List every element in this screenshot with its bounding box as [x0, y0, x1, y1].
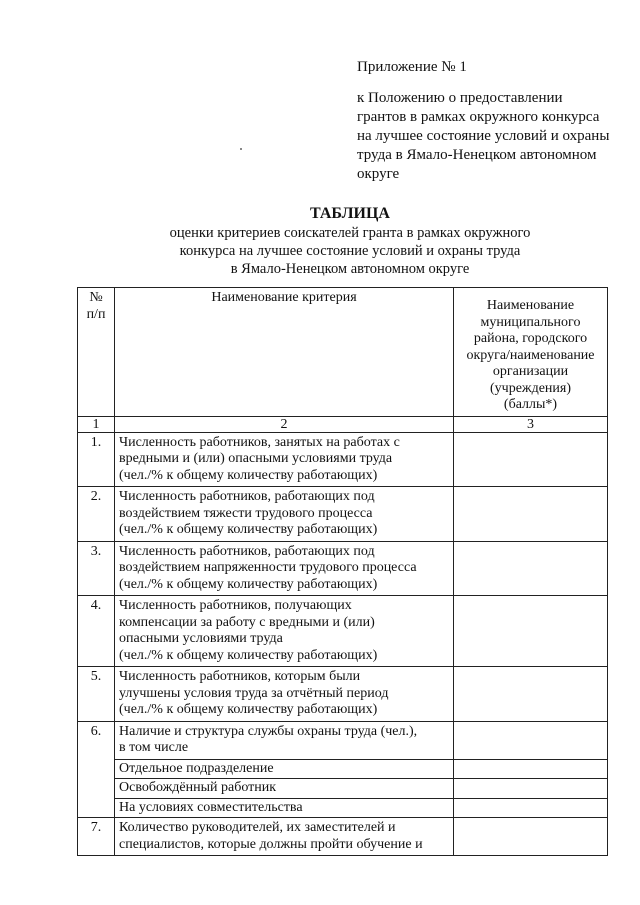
scan-speck: [240, 148, 242, 150]
header-org-line: Наименование: [486, 298, 575, 313]
criterion-cell: [115, 541, 454, 596]
criterion-cell: [115, 667, 454, 722]
header-num-line: №: [89, 290, 103, 305]
subrow: [78, 779, 608, 799]
header-org-line: организации: [492, 364, 569, 379]
criterion-line: Численность работников, получающих: [119, 598, 352, 613]
criterion-line: (чел./% к общему количеству работающих): [119, 576, 378, 592]
score-cell[interactable]: [454, 818, 608, 856]
criterion-cell: [115, 596, 454, 667]
score-cell[interactable]: [454, 667, 608, 722]
criterion-line: Численность работников, работающих под: [119, 489, 375, 504]
table-row: [78, 487, 608, 542]
table-row: [78, 818, 608, 856]
score-cell[interactable]: [454, 779, 608, 799]
table-row: [78, 596, 608, 667]
document-title: [140, 204, 560, 278]
row-number: 7.: [78, 818, 115, 856]
score-cell[interactable]: [454, 721, 608, 759]
criterion-line: специалистов, которые должны пройти обучение и: [119, 836, 423, 852]
header-organization: [454, 288, 608, 417]
table-row: [78, 667, 608, 722]
row-number: 5.: [78, 667, 115, 722]
score-cell[interactable]: [454, 432, 608, 487]
score-cell[interactable]: [454, 798, 608, 818]
criterion-cell: [115, 432, 454, 487]
index-cell: 2: [115, 416, 454, 432]
header-num: [78, 288, 115, 417]
subrow-label: На условиях совместительства: [115, 798, 454, 818]
criterion-line: Численность работников, занятых на работах с: [119, 434, 400, 450]
subrow-label: Освобождённый работник: [115, 779, 454, 799]
appendix-line: округе: [357, 166, 400, 182]
subrow: [78, 798, 608, 818]
row-number: 2.: [78, 487, 115, 542]
appendix-line: труда в Ямало-Ненецком автономном: [357, 147, 597, 163]
title-line: конкурса на лучшее состояние условий и охраны труда: [179, 243, 521, 259]
criterion-line: Численность работников, которым были: [119, 669, 361, 684]
header-criterion: Наименование критерия: [115, 288, 454, 417]
row-number: 1.: [78, 432, 115, 487]
criterion-line: улучшены условия труда за отчётный период: [119, 685, 389, 701]
criterion-line: Наличие и структура службы охраны труда (чел.),: [119, 723, 418, 739]
score-cell[interactable]: [454, 596, 608, 667]
subrow: [78, 759, 608, 779]
score-cell[interactable]: [454, 541, 608, 596]
score-cell[interactable]: [454, 759, 608, 779]
table-row: [78, 721, 608, 759]
appendix-header: [357, 58, 627, 184]
column-index-row: [78, 416, 608, 432]
header-org-line: (баллы*): [503, 397, 558, 412]
table-row: [78, 541, 608, 596]
table-row: [78, 432, 608, 487]
header-row: [78, 288, 608, 417]
appendix-number: Приложение № 1: [357, 59, 467, 75]
criterion-line: воздействием напряженности трудового процесса: [119, 560, 417, 575]
score-cell[interactable]: [454, 487, 608, 542]
title-main: ТАБЛИЦА: [310, 205, 390, 222]
criterion-line: (чел./% к общему количеству работающих): [119, 702, 378, 717]
criterion-line: воздействием тяжести трудового процесса: [119, 505, 373, 521]
subrow-label: Отдельное подразделение: [115, 759, 454, 779]
criterion-line: (чел./% к общему количеству работающих): [119, 647, 378, 663]
criterion-line: Количество руководителей, их заместителей и: [119, 820, 396, 835]
header-org-line: района, городского: [473, 331, 588, 346]
header-org-line: округа/наименование: [466, 347, 595, 363]
criterion-line: (чел./% к общему количеству работающих): [119, 467, 378, 483]
criterion-cell: [115, 487, 454, 542]
appendix-line: на лучшее состояние условий и охраны: [357, 128, 610, 144]
criterion-line: Численность работников, работающих под: [119, 543, 375, 559]
header-org-line: муниципального: [480, 314, 581, 330]
criterion-line: компенсации за работу с вредными и (или): [119, 614, 375, 630]
appendix-line: грантов в рамках окружного конкурса: [357, 109, 600, 125]
index-cell: 1: [78, 416, 115, 432]
title-line: в Ямало-Ненецком автономном округе: [230, 261, 470, 277]
header-num-line: п/п: [86, 306, 106, 322]
row-number: 6.: [78, 721, 115, 818]
row-number: 4.: [78, 596, 115, 667]
row-number: 3.: [78, 541, 115, 596]
title-line: оценки критериев соискателей гранта в рамках окружного: [169, 225, 531, 241]
criterion-line: (чел./% к общему количеству работающих): [119, 522, 378, 537]
criterion-line: опасными условиями труда: [119, 631, 283, 646]
criterion-cell: [115, 818, 454, 856]
header-org-line: (учреждения): [489, 380, 571, 396]
criterion-cell: [115, 721, 454, 759]
appendix-line: к Положению о предоставлении: [357, 90, 563, 106]
criterion-line: в том числе: [119, 740, 189, 755]
criterion-line: вредными и (или) опасными условиями труда: [119, 451, 393, 466]
index-cell: 3: [454, 416, 608, 432]
criteria-table: [77, 287, 608, 856]
